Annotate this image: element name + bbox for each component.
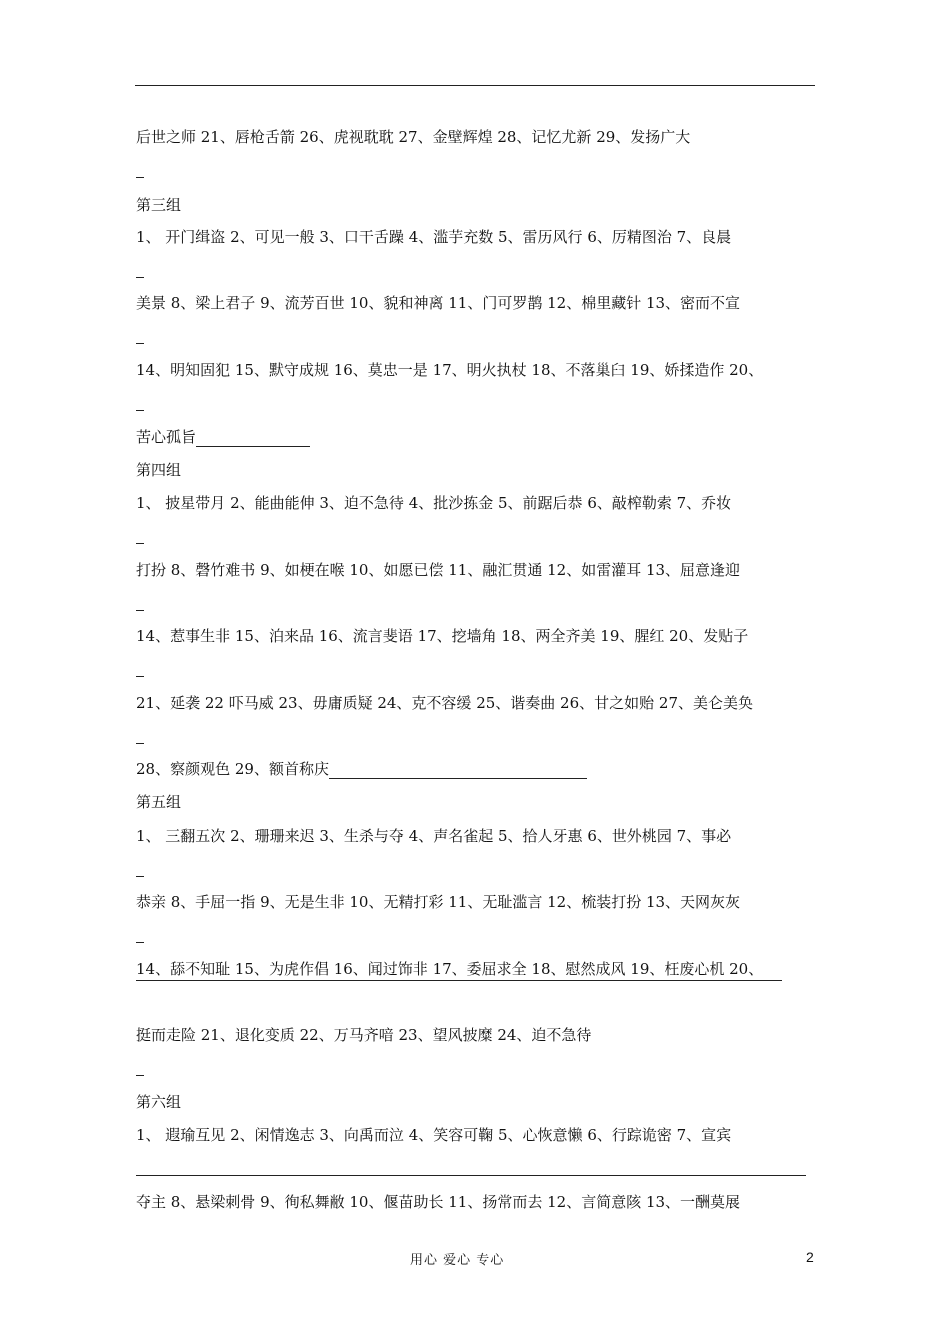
answer-dash [136, 177, 144, 178]
answer-dash [136, 1075, 144, 1076]
text-line: 恭亲 8、手屈一指 9、无是生非 10、无精打彩 11、无耻滥言 12、梳装打扮 13、天网灰灰 [136, 893, 741, 911]
text-line: 14、惹事生非 15、泊来品 16、流言斐语 17、挖墙角 18、两全齐美 19、腥红 20、发贴子 [136, 627, 749, 645]
answer-dash [136, 343, 144, 344]
text-line: 21、延袭 22 吓马威 23、毋庸质疑 24、克不容缓 25、谐奏曲 26、甘之如贻 27、美仑美奂 [136, 694, 753, 712]
section-heading: 第六组 [136, 1093, 182, 1111]
answer-dash [136, 876, 144, 877]
text-line: 14、舔不知耻 15、为虎作倡 16、闻过饰非 17、委屈求全 18、慰然成风 19、枉废心机 20、 [136, 960, 764, 978]
header-rule [135, 85, 815, 86]
text-line: 打扮 8、磬竹难书 9、如梗在喉 10、如愿已偿 11、融汇贯通 12、如雷灌耳 13、屈意逢迎 [136, 561, 741, 579]
answer-dash [136, 277, 144, 278]
text-line: 夺主 8、悬梁刺骨 9、徇私舞敝 10、偃苗助长 11、扬常而去 12、言简意陔 13、一酬莫展 [136, 1193, 741, 1211]
text-line: 1、 披星带月 2、能曲能伸 3、迫不急待 4、批沙拣金 5、前踞后恭 6、敲榨勒索 7、乔妆 [136, 494, 732, 512]
text-line: 苦心孤旨 [136, 427, 310, 447]
section-heading: 第三组 [136, 196, 182, 214]
answer-blank [196, 430, 310, 447]
text-line: 美景 8、梁上君子 9、流芳百世 10、貌和神离 11、门可罗鹊 12、棉里藏针 13、密而不宣 [136, 294, 741, 312]
text-line: 1、 三翻五次 2、珊珊来迟 3、生杀与夺 4、声名雀起 5、拾人牙惠 6、世外桃园 7、事必 [136, 827, 732, 845]
text-line: 后世之师 21、唇枪舌箭 26、虎视耽耽 27、金壁辉煌 28、记忆尤新 29、发扬广大 [136, 128, 691, 146]
answer-dash [136, 610, 144, 611]
page-number: 2 [806, 1249, 814, 1265]
section-heading: 第五组 [136, 793, 182, 811]
text-line: 挺而走险 21、退化变质 22、万马齐喑 23、望风披糜 24、迫不急待 [136, 1026, 592, 1044]
text-line: 28、察颜观色 29、额首称庆 [136, 759, 587, 779]
answer-dash [136, 543, 144, 544]
footer-slogan: 用心 爱心 专心 [410, 1253, 505, 1268]
answer-blank [329, 762, 587, 779]
answer-rule [136, 1175, 806, 1176]
answer-dash [136, 410, 144, 411]
answer-dash [136, 942, 144, 943]
answer-dash [136, 743, 144, 744]
text-line: 14、明知固犯 15、默守成规 16、莫忠一是 17、明火执杖 18、不落巢臼 19、娇揉造作 20、 [136, 361, 764, 379]
answer-rule [136, 980, 782, 981]
answer-dash [136, 676, 144, 677]
section-heading: 第四组 [136, 461, 182, 479]
text-line: 1、 遐瑜互见 2、闲情逸志 3、向禹而泣 4、笑容可鞠 5、心恢意懒 6、行踪诡密 7、宣宾 [136, 1126, 732, 1144]
text-line: 1、 开门缉盗 2、可见一般 3、口干舌躁 4、滥芋充数 5、雷历风行 6、厉精图治 7、良晨 [136, 228, 732, 246]
